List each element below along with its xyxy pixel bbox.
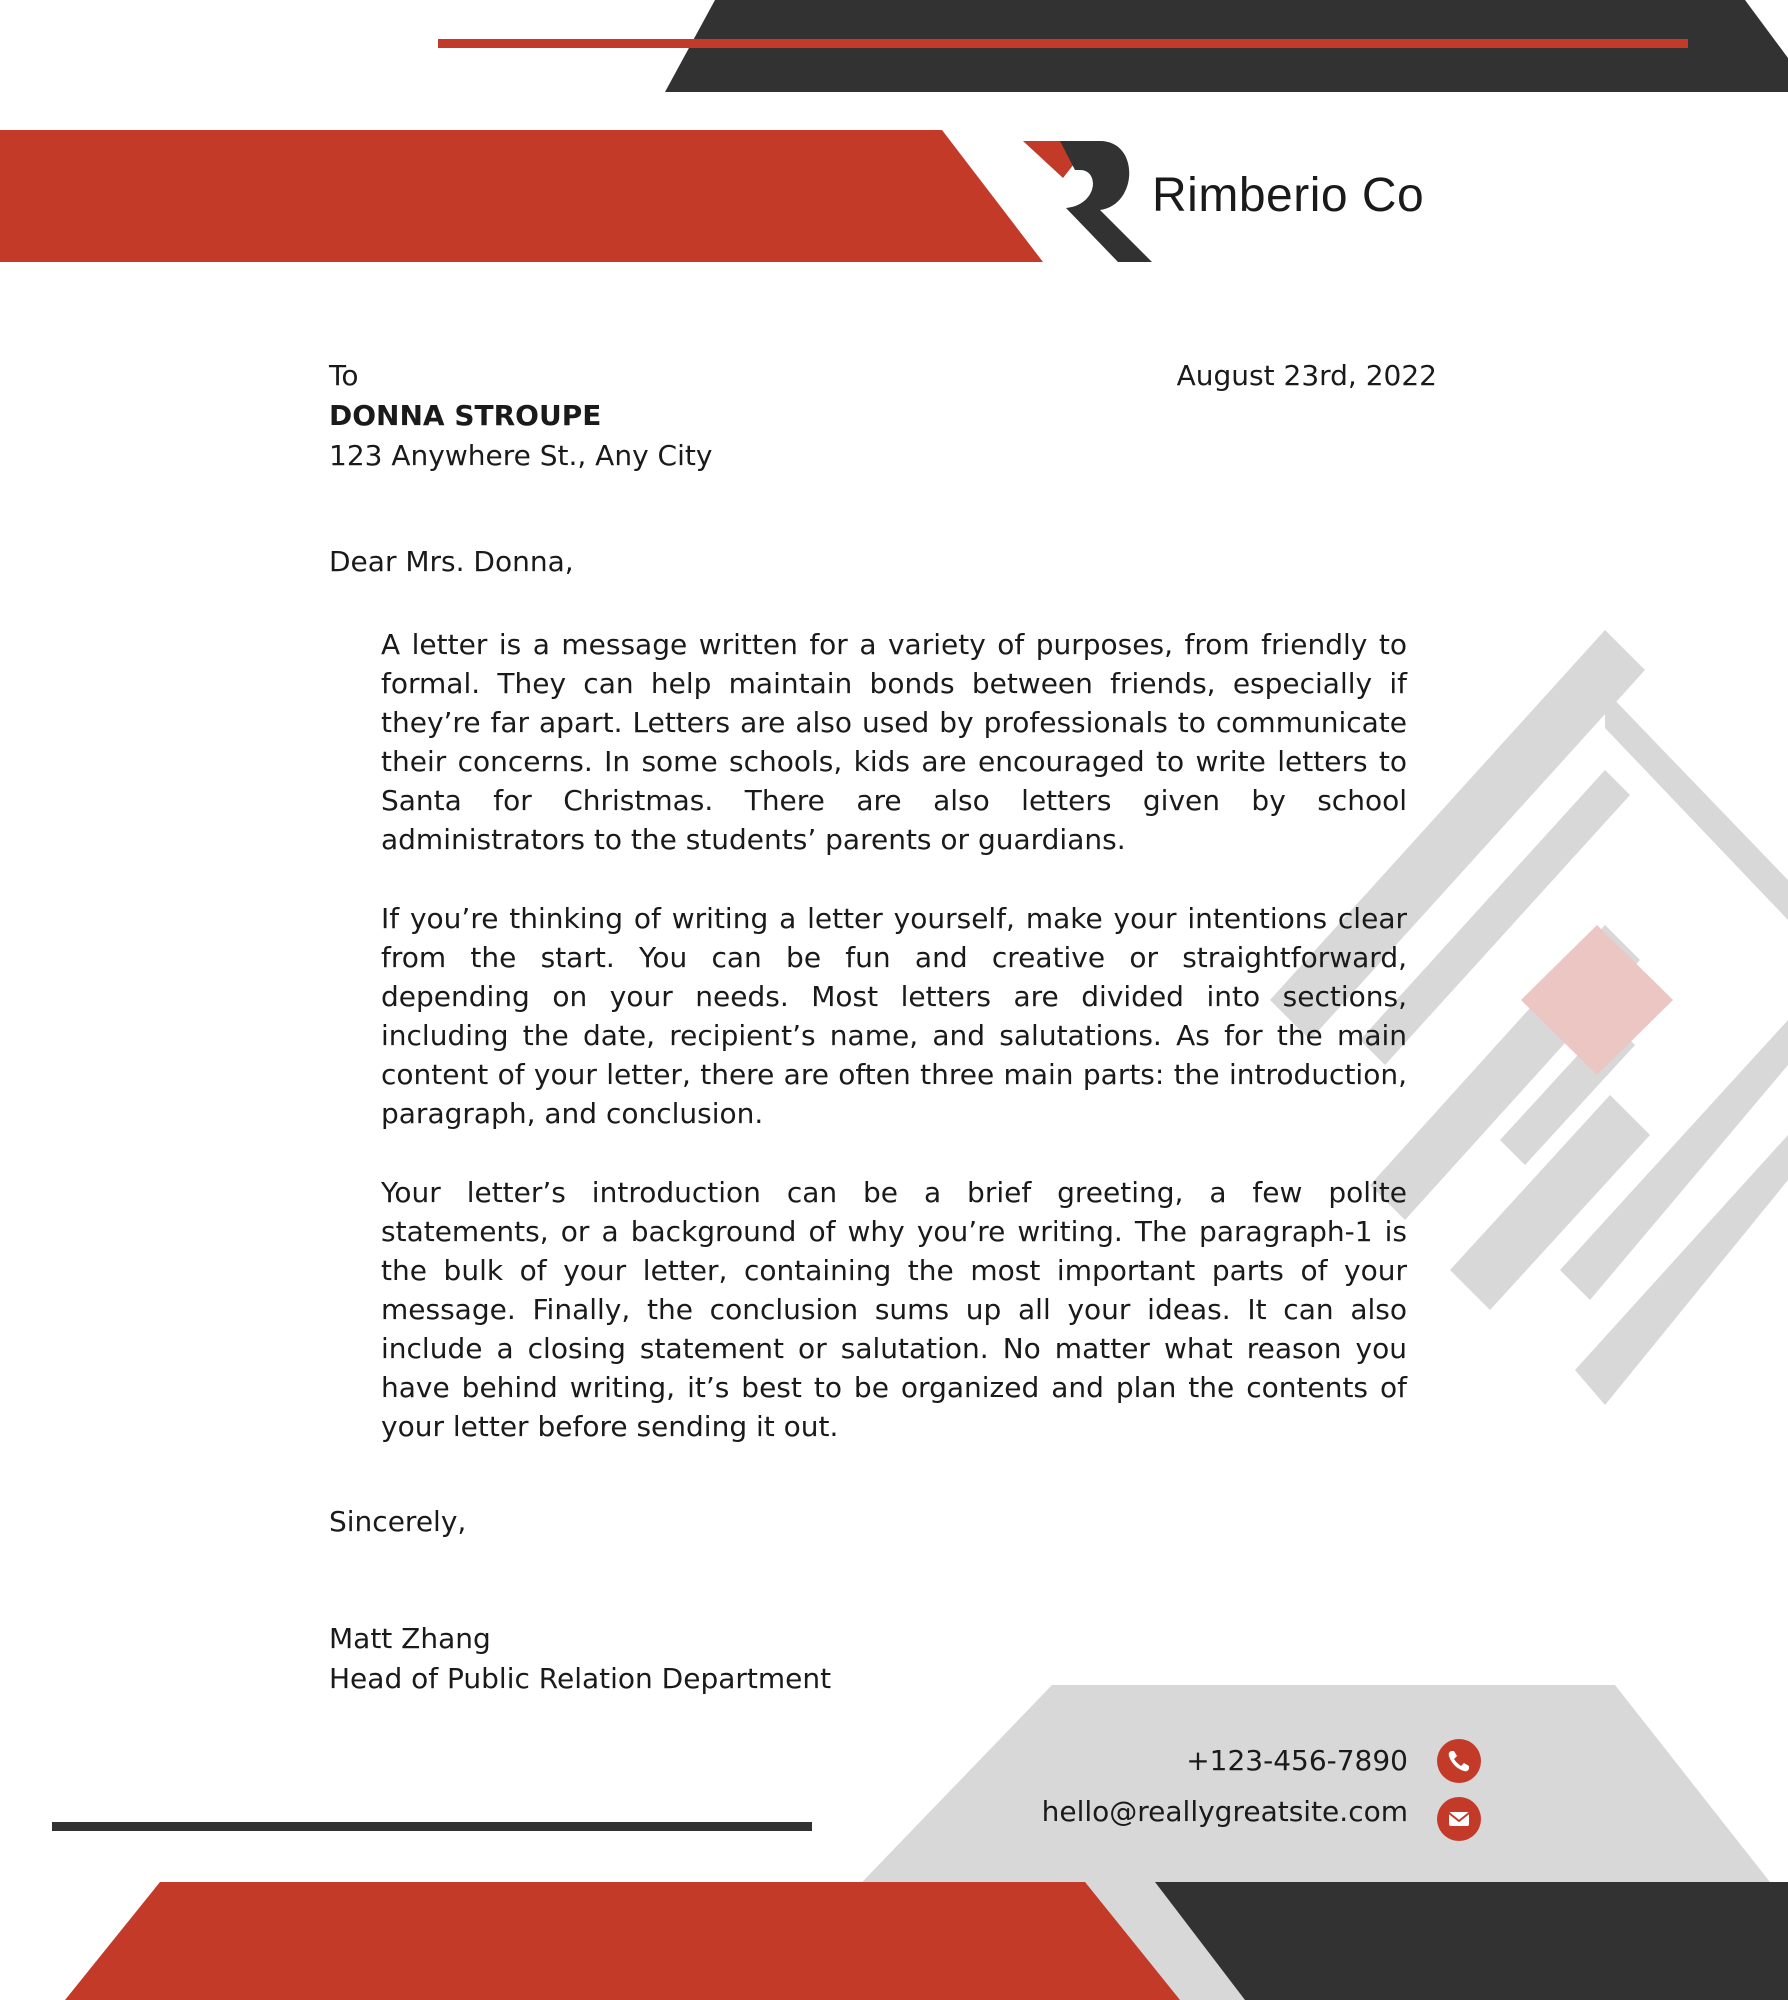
- closing: Sincerely,: [329, 1505, 467, 1538]
- header-red-band: [0, 130, 1043, 262]
- company-name: Rimberio Co: [1152, 169, 1425, 222]
- to-label: To: [329, 359, 359, 392]
- contact-phone: +123-456-7890: [1186, 1744, 1408, 1777]
- contact-email: hello@reallygreatsite.com: [1041, 1795, 1408, 1828]
- salutation: Dear Mrs. Donna,: [329, 545, 574, 578]
- signature-title: Head of Public Relation Department: [329, 1662, 832, 1695]
- footer-dark-band: [1155, 1882, 1788, 2000]
- signature-name: Matt Zhang: [329, 1622, 491, 1655]
- letter-date: August 23rd, 2022: [1176, 359, 1437, 392]
- phone-icon: [1437, 1739, 1481, 1783]
- recipient-name: DONNA STROUPE: [329, 399, 602, 432]
- envelope-icon: [1437, 1797, 1481, 1841]
- company-logo-mark: [1023, 141, 1152, 262]
- footer-red-band: [65, 1882, 1180, 2000]
- header-red-line: [438, 39, 1688, 48]
- body-paragraph-3: Your letter’s introduction can be a brief greeting, a few polite statements, or a background of why you’re writing. The paragraph-1 is the bulk of your letter, containing the most important parts of your message. Finally, the conclusion sums up all your ideas. It can also include a closing statement or salutation. No matter what reason you have behind writing, it’s best to be organized and plan the contents of your letter before sending it out.: [381, 1176, 1407, 1443]
- recipient-address: 123 Anywhere St., Any City: [329, 439, 713, 472]
- body-paragraph-1: A letter is a message written for a variety of purposes, from friendly to formal. They can help maintain bonds between friends, especially if they’re far apart. Letters are also used by professionals to communicate their concerns. In some schools, kids are encouraged to write letters to Santa for Christmas. There are also letters given by school administrators to the students’ parents or guardians.: [381, 628, 1407, 856]
- body-paragraph-2: If you’re thinking of writing a letter yourself, make your intentions clear from the start. You can be fun and creative or straightforward, depending on your needs. Most letters are divided into sections, including the date, recipient’s name, and salutations. As for the main content of your letter, there are often three main parts: the introduction, paragraph, and conclusion.: [381, 902, 1407, 1130]
- footer-dark-line: [52, 1822, 812, 1831]
